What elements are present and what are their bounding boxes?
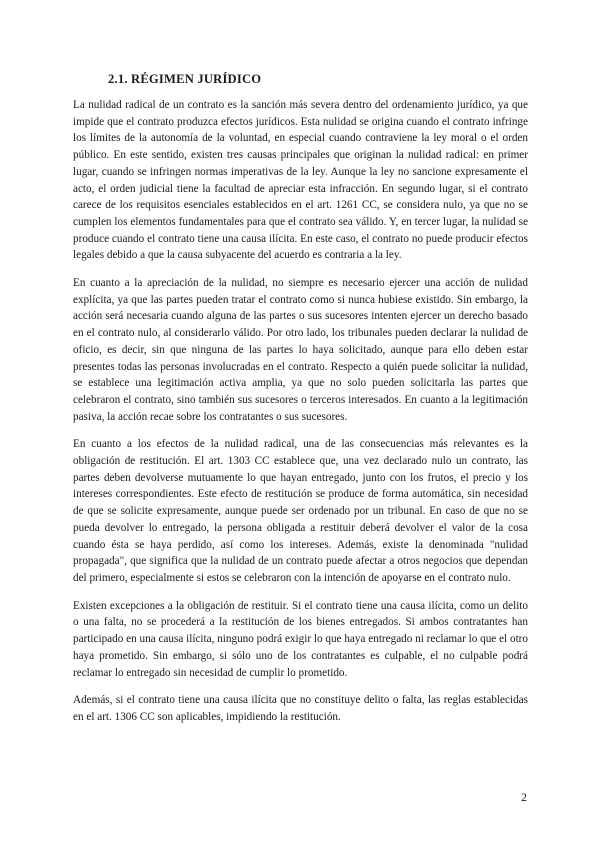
paragraph-5: Además, si el contrato tiene una causa ilícita que no constituye delito o falta, las reglas establecidas en el art. 1306 CC son aplicables, impidiendo la restitución.	[73, 694, 528, 723]
page-number: 2	[521, 790, 527, 804]
paragraph-1: La nulidad radical de un contrato es la sanción más severa dentro del ordenamiento jurídico, ya que impide que el contrato produzca efectos jurídicos. Esta nulidad se origina cuando el contrato infringe los límites de la autonomía de la voluntad, en especial cuando contraviene la ley moral o el orden público. En este sentido, existen tres causas principales que originan la nulidad radical: en primer lugar, cuando se infringen normas imperativas de la ley. Aunque la ley no sancione expresamente el acto, el orden judicial tiene la facultad de apreciar esta infracción. En segundo lugar, si el contrato carece de los requisitos esenciales establecidos en el art. 1261 CC, se considera nulo, ya que no se cumplen los elementos fundamentales para que el contrato sea válido. Y, en tercer lugar, la nulidad se produce cuando el contrato tiene una causa ilícita. En este caso, el contrato no puede producir efectos legales debido a que la causa subyacente del acuerdo es contraria a la ley.	[73, 99, 528, 262]
section-heading: 2.1. RÉGIMEN JURÍDICO	[108, 72, 262, 86]
paragraph-4: Existen excepciones a la obligación de restituir. Si el contrato tiene una causa ilícita, como un delito o una falta, no se procederá a la restitución de los bienes entregados. Si ambos contratantes han participado en una causa ilícita, ninguno podrá exigir lo que haya entregado ni reclamar lo que el otro haya prometido. Sin embargo, si sólo uno de los contratantes es culpable, el no culpable podrá reclamar lo entregado sin necesidad de cumplir lo prometido.	[73, 599, 528, 679]
body-text	[73, 97, 528, 737]
paragraph-2: En cuanto a la apreciación de la nulidad, no siempre es necesario ejercer una acción de nulidad explícita, ya que las partes pueden tratar el contrato como si nunca hubiese existido. Sin embargo, la acción será necesaria cuando alguna de las partes o sus sucesores intenten ejercer un derecho basado en el contrato nulo, al considerarlo válido. Por otro lado, los tribunales pueden declarar la nulidad de oficio, es decir, sin que ninguna de las partes lo haya solicitado, aunque para ello deben estar presentes todas las personas involucradas en el contrato. Respecto a quién puede solicitar la nulidad, se establece una legitimación activa amplia, ya que no solo pueden solicitarla las partes que celebraron el contrato, sino también sus sucesores o terceros interesados. En cuanto a la legitimación pasiva, la acción recae sobre los contratantes o sus sucesores.	[73, 277, 528, 423]
paragraph-3: En cuanto a los efectos de la nulidad radical, una de las consecuencias más relevantes es la obligación de restitución. El art. 1303 CC establece que, una vez declarado nulo un contrato, las partes deben devolverse mutuamente lo que hayan entregado, junto con los frutos, el precio y los intereses correspondientes. Este efecto de restitución se produce de forma automática, sin necesidad de que se solicite expresamente, aunque puede ser ordenado por un tribunal. En caso de que no se pueda devolver lo entregado, la persona obligada a restituir deberá devolver el valor de la cosa cuando ésta se haya perdido, así como los intereses. Además, existe la denominada "nulidad propagada", que significa que la nulidad de un contrato puede afectar a otros negocios que dependan del primero, especialmente si estos se celebraron con la intención de apoyarse en el contrato nulo.	[73, 438, 528, 584]
